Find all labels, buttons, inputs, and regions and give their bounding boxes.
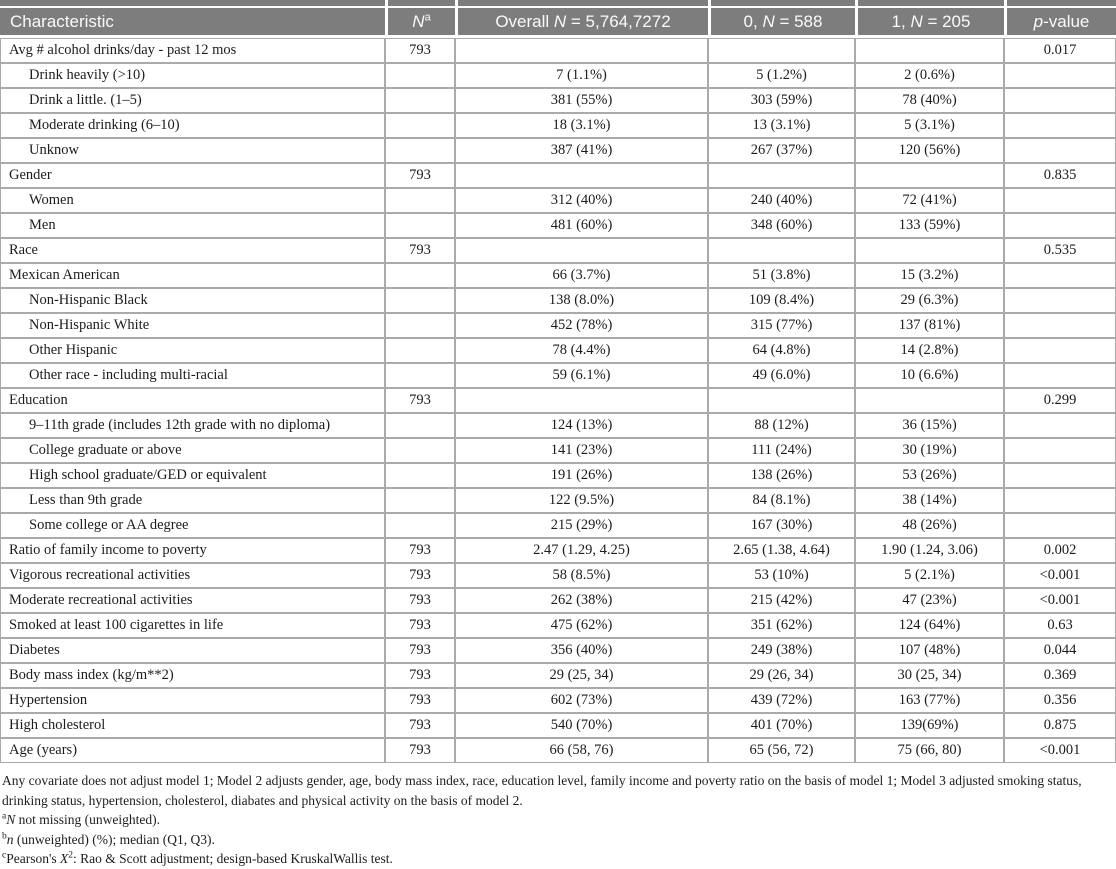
overall-cell: 138 (8.0%) bbox=[455, 288, 708, 313]
n-cell bbox=[385, 413, 455, 438]
table-row bbox=[0, 538, 1116, 563]
n-cell bbox=[385, 438, 455, 463]
characteristic-cell: 9–11th grade (includes 12th grade with no diploma) bbox=[0, 413, 385, 438]
pvalue-cell bbox=[1004, 213, 1116, 238]
n-cell: 793 bbox=[385, 38, 455, 63]
table-row bbox=[0, 238, 1116, 263]
group0-cell: 249 (38%) bbox=[708, 638, 855, 663]
overall-cell: 2.47 (1.29, 4.25) bbox=[455, 538, 708, 563]
pvalue-cell: 0.017 bbox=[1004, 38, 1116, 63]
pvalue-cell bbox=[1004, 513, 1116, 538]
column-header-label: N bbox=[412, 11, 425, 31]
pvalue-cell: 0.63 bbox=[1004, 613, 1116, 638]
group0-cell bbox=[708, 388, 855, 413]
characteristic-cell: Other race - including multi-racial bbox=[0, 363, 385, 388]
group1-cell: 10 (6.6%) bbox=[855, 363, 1004, 388]
table-row bbox=[0, 688, 1116, 713]
table-row bbox=[0, 663, 1116, 688]
group1-cell bbox=[855, 238, 1004, 263]
group1-cell: 137 (81%) bbox=[855, 313, 1004, 338]
n-cell bbox=[385, 63, 455, 88]
group0-cell bbox=[708, 38, 855, 63]
n-cell: 793 bbox=[385, 688, 455, 713]
group1-cell: 47 (23%) bbox=[855, 588, 1004, 613]
characteristic-cell: Mexican American bbox=[0, 263, 385, 288]
pvalue-cell bbox=[1004, 438, 1116, 463]
group1-cell: 133 (59%) bbox=[855, 213, 1004, 238]
characteristic-cell: Less than 9th grade bbox=[0, 488, 385, 513]
column-header-label: Characteristic bbox=[10, 11, 114, 31]
table-row bbox=[0, 363, 1116, 388]
table-footnotes bbox=[0, 771, 1116, 869]
table-row bbox=[0, 588, 1116, 613]
group1-cell bbox=[855, 163, 1004, 188]
group0-cell: 64 (4.8%) bbox=[708, 338, 855, 363]
characteristic-cell: Other Hispanic bbox=[0, 338, 385, 363]
pvalue-cell bbox=[1004, 488, 1116, 513]
footnote-marker: c bbox=[2, 850, 7, 861]
characteristic-cell: Body mass index (kg/m**2) bbox=[0, 663, 385, 688]
group1-cell: 78 (40%) bbox=[855, 88, 1004, 113]
characteristic-cell: Education bbox=[0, 388, 385, 413]
n-cell bbox=[385, 88, 455, 113]
characteristic-cell: Non-Hispanic White bbox=[0, 313, 385, 338]
table-row bbox=[0, 613, 1116, 638]
pvalue-cell: 0.369 bbox=[1004, 663, 1116, 688]
pvalue-cell: 0.044 bbox=[1004, 638, 1116, 663]
group1-cell: 29 (6.3%) bbox=[855, 288, 1004, 313]
overall-cell: 262 (38%) bbox=[455, 588, 708, 613]
n-cell: 793 bbox=[385, 563, 455, 588]
group1-cell bbox=[855, 38, 1004, 63]
table-header bbox=[0, 0, 1116, 38]
n-cell: 793 bbox=[385, 238, 455, 263]
group1-cell: 2 (0.6%) bbox=[855, 63, 1004, 88]
table-row bbox=[0, 38, 1116, 63]
table-row bbox=[0, 113, 1116, 138]
overall-cell: 191 (26%) bbox=[455, 463, 708, 488]
header-cap-cell bbox=[855, 0, 1004, 8]
column-header-characteristic bbox=[0, 8, 385, 38]
n-cell: 793 bbox=[385, 588, 455, 613]
group0-cell: 167 (30%) bbox=[708, 513, 855, 538]
pvalue-cell: <0.001 bbox=[1004, 563, 1116, 588]
overall-cell: 540 (70%) bbox=[455, 713, 708, 738]
group1-cell: 124 (64%) bbox=[855, 613, 1004, 638]
n-cell bbox=[385, 113, 455, 138]
table-row bbox=[0, 388, 1116, 413]
pvalue-cell: 0.535 bbox=[1004, 238, 1116, 263]
footnote-models: Any covariate does not adjust model 1; Model 2 adjusts gender, age, body mass index, race, education level, family income and poverty ratio on the basis of model 1; Model 3 adjusted smoking status, drinking status, hypertension, cholesterol, diabates and physical activity on the basis of model 2. bbox=[2, 773, 1082, 808]
footnote-marker-a: a bbox=[424, 10, 431, 23]
overall-cell: 122 (9.5%) bbox=[455, 488, 708, 513]
footnote-a: $^a$N not missing (unweighted). bbox=[2, 811, 160, 827]
group1-cell: 48 (26%) bbox=[855, 513, 1004, 538]
table-row bbox=[0, 513, 1116, 538]
group0-cell: 49 (6.0%) bbox=[708, 363, 855, 388]
footnote-marker: a bbox=[2, 811, 7, 822]
pvalue-cell bbox=[1004, 138, 1116, 163]
pvalue-cell: 0.002 bbox=[1004, 538, 1116, 563]
n-cell bbox=[385, 138, 455, 163]
n-cell: 793 bbox=[385, 163, 455, 188]
pvalue-cell: 0.875 bbox=[1004, 713, 1116, 738]
group0-cell: 111 (24%) bbox=[708, 438, 855, 463]
group0-cell bbox=[708, 238, 855, 263]
characteristic-cell: Non-Hispanic Black bbox=[0, 288, 385, 313]
pvalue-cell bbox=[1004, 263, 1116, 288]
column-header-overall: Overall N = 5,764,7272 bbox=[455, 8, 708, 38]
table-row bbox=[0, 138, 1116, 163]
overall-cell bbox=[455, 163, 708, 188]
overall-cell: 124 (13%) bbox=[455, 413, 708, 438]
column-header-group0: 0, N = 588 bbox=[708, 8, 855, 38]
table-body bbox=[0, 38, 1116, 763]
n-cell: 793 bbox=[385, 663, 455, 688]
pvalue-cell bbox=[1004, 288, 1116, 313]
table-row bbox=[0, 88, 1116, 113]
group1-cell: 163 (77%) bbox=[855, 688, 1004, 713]
overall-cell bbox=[455, 38, 708, 63]
group1-cell: 5 (3.1%) bbox=[855, 113, 1004, 138]
group0-cell: 240 (40%) bbox=[708, 188, 855, 213]
group1-cell: 1.90 (1.24, 3.06) bbox=[855, 538, 1004, 563]
column-header-n bbox=[385, 8, 455, 38]
group1-cell: 30 (25, 34) bbox=[855, 663, 1004, 688]
header-cap-cell bbox=[455, 0, 708, 8]
group0-cell: 267 (37%) bbox=[708, 138, 855, 163]
characteristic-cell: High cholesterol bbox=[0, 713, 385, 738]
overall-cell: 481 (60%) bbox=[455, 213, 708, 238]
group0-cell: 65 (56, 72) bbox=[708, 738, 855, 763]
column-header-pvalue: p-value bbox=[1004, 8, 1116, 38]
group0-cell: 51 (3.8%) bbox=[708, 263, 855, 288]
characteristic-cell: Some college or AA degree bbox=[0, 513, 385, 538]
n-cell bbox=[385, 463, 455, 488]
characteristic-cell: Men bbox=[0, 213, 385, 238]
group1-cell: 139(69%) bbox=[855, 713, 1004, 738]
characteristic-cell: Age (years) bbox=[0, 738, 385, 763]
header-cap-cell bbox=[1004, 0, 1116, 8]
n-cell: 793 bbox=[385, 738, 455, 763]
group0-cell: 2.65 (1.38, 4.64) bbox=[708, 538, 855, 563]
group0-cell: 315 (77%) bbox=[708, 313, 855, 338]
group0-cell: 5 (1.2%) bbox=[708, 63, 855, 88]
group1-cell: 38 (14%) bbox=[855, 488, 1004, 513]
table-row bbox=[0, 713, 1116, 738]
overall-cell: 59 (6.1%) bbox=[455, 363, 708, 388]
n-cell: 793 bbox=[385, 713, 455, 738]
table-row bbox=[0, 488, 1116, 513]
overall-cell: 29 (25, 34) bbox=[455, 663, 708, 688]
table-row bbox=[0, 313, 1116, 338]
n-cell bbox=[385, 288, 455, 313]
footnote-b: $^b$n (unweighted) (%); median (Q1, Q3). bbox=[2, 831, 215, 847]
table-row bbox=[0, 413, 1116, 438]
characteristic-cell: Hypertension bbox=[0, 688, 385, 713]
group0-cell: 215 (42%) bbox=[708, 588, 855, 613]
group0-cell: 351 (62%) bbox=[708, 613, 855, 638]
characteristic-cell: High school graduate/GED or equivalent bbox=[0, 463, 385, 488]
pvalue-cell: 0.299 bbox=[1004, 388, 1116, 413]
overall-cell bbox=[455, 388, 708, 413]
characteristic-cell: Race bbox=[0, 238, 385, 263]
group0-cell: 401 (70%) bbox=[708, 713, 855, 738]
pvalue-cell: 0.835 bbox=[1004, 163, 1116, 188]
group0-cell: 348 (60%) bbox=[708, 213, 855, 238]
table-row bbox=[0, 638, 1116, 663]
n-cell: 793 bbox=[385, 613, 455, 638]
n-cell: 793 bbox=[385, 538, 455, 563]
pvalue-cell bbox=[1004, 363, 1116, 388]
n-cell: 793 bbox=[385, 388, 455, 413]
characteristic-cell: Gender bbox=[0, 163, 385, 188]
group1-cell: 72 (41%) bbox=[855, 188, 1004, 213]
group0-cell: 53 (10%) bbox=[708, 563, 855, 588]
characteristic-cell: Moderate recreational activities bbox=[0, 588, 385, 613]
overall-cell: 452 (78%) bbox=[455, 313, 708, 338]
group1-cell: 75 (66, 80) bbox=[855, 738, 1004, 763]
group0-cell: 138 (26%) bbox=[708, 463, 855, 488]
group0-cell bbox=[708, 163, 855, 188]
group1-cell: 36 (15%) bbox=[855, 413, 1004, 438]
group1-cell: 120 (56%) bbox=[855, 138, 1004, 163]
table-row bbox=[0, 263, 1116, 288]
characteristic-cell: Unknow bbox=[0, 138, 385, 163]
table-row bbox=[0, 338, 1116, 363]
characteristic-cell: Diabetes bbox=[0, 638, 385, 663]
n-cell bbox=[385, 313, 455, 338]
table-row bbox=[0, 288, 1116, 313]
characteristic-cell: Moderate drinking (6–10) bbox=[0, 113, 385, 138]
table-row bbox=[0, 163, 1116, 188]
table-row bbox=[0, 563, 1116, 588]
overall-cell: 602 (73%) bbox=[455, 688, 708, 713]
pvalue-cell bbox=[1004, 463, 1116, 488]
pvalue-cell: 0.356 bbox=[1004, 688, 1116, 713]
group0-cell: 29 (26, 34) bbox=[708, 663, 855, 688]
footnote-exponent: 2 bbox=[68, 850, 74, 861]
overall-cell: 18 (3.1%) bbox=[455, 113, 708, 138]
n-cell: 793 bbox=[385, 638, 455, 663]
group1-cell: 53 (26%) bbox=[855, 463, 1004, 488]
group1-cell bbox=[855, 388, 1004, 413]
overall-cell: 387 (41%) bbox=[455, 138, 708, 163]
footnote-c: $^c$Pearson's $X^2$: Rao & Scott adjustment; design-based KruskalWallis test. bbox=[2, 850, 393, 866]
characteristic-cell: College graduate or above bbox=[0, 438, 385, 463]
group0-cell: 439 (72%) bbox=[708, 688, 855, 713]
pvalue-cell bbox=[1004, 338, 1116, 363]
footnote-marker: b bbox=[2, 831, 7, 841]
overall-cell: 141 (23%) bbox=[455, 438, 708, 463]
pvalue-cell bbox=[1004, 88, 1116, 113]
overall-cell: 475 (62%) bbox=[455, 613, 708, 638]
table-row bbox=[0, 213, 1116, 238]
characteristic-cell: Drink a little. (1–5) bbox=[0, 88, 385, 113]
overall-cell: 78 (4.4%) bbox=[455, 338, 708, 363]
n-cell bbox=[385, 513, 455, 538]
header-cap-cell bbox=[0, 0, 385, 8]
group1-cell: 15 (3.2%) bbox=[855, 263, 1004, 288]
table-row bbox=[0, 738, 1116, 763]
characteristic-cell: Drink heavily (>10) bbox=[0, 63, 385, 88]
column-header-group1: 1, N = 205 bbox=[855, 8, 1004, 38]
n-cell bbox=[385, 188, 455, 213]
group1-cell: 30 (19%) bbox=[855, 438, 1004, 463]
characteristic-cell: Women bbox=[0, 188, 385, 213]
header-cap-row bbox=[0, 0, 1116, 8]
group0-cell: 84 (8.1%) bbox=[708, 488, 855, 513]
overall-cell: 66 (3.7%) bbox=[455, 263, 708, 288]
overall-cell bbox=[455, 238, 708, 263]
overall-cell: 356 (40%) bbox=[455, 638, 708, 663]
header-cap-cell bbox=[385, 0, 455, 8]
table-row bbox=[0, 438, 1116, 463]
group1-cell: 107 (48%) bbox=[855, 638, 1004, 663]
characteristic-cell: Vigorous recreational activities bbox=[0, 563, 385, 588]
pvalue-cell bbox=[1004, 113, 1116, 138]
overall-cell: 7 (1.1%) bbox=[455, 63, 708, 88]
table-row bbox=[0, 63, 1116, 88]
characteristic-cell: Smoked at least 100 cigarettes in life bbox=[0, 613, 385, 638]
pvalue-cell bbox=[1004, 313, 1116, 338]
n-cell bbox=[385, 263, 455, 288]
table-header-row bbox=[0, 8, 1116, 38]
n-cell bbox=[385, 338, 455, 363]
n-cell bbox=[385, 488, 455, 513]
overall-cell: 66 (58, 76) bbox=[455, 738, 708, 763]
group0-cell: 303 (59%) bbox=[708, 88, 855, 113]
header-cap-cell bbox=[708, 0, 855, 8]
group0-cell: 88 (12%) bbox=[708, 413, 855, 438]
table-row bbox=[0, 188, 1116, 213]
n-cell bbox=[385, 213, 455, 238]
overall-cell: 215 (29%) bbox=[455, 513, 708, 538]
pvalue-cell bbox=[1004, 413, 1116, 438]
characteristic-cell: Ratio of family income to poverty bbox=[0, 538, 385, 563]
overall-cell: 312 (40%) bbox=[455, 188, 708, 213]
pvalue-cell bbox=[1004, 188, 1116, 213]
pvalue-cell: <0.001 bbox=[1004, 738, 1116, 763]
pvalue-cell bbox=[1004, 63, 1116, 88]
overall-cell: 381 (55%) bbox=[455, 88, 708, 113]
table-row bbox=[0, 463, 1116, 488]
characteristic-cell: Avg # alcohol drinks/day - past 12 mos bbox=[0, 38, 385, 63]
overall-cell: 58 (8.5%) bbox=[455, 563, 708, 588]
group0-cell: 109 (8.4%) bbox=[708, 288, 855, 313]
group1-cell: 14 (2.8%) bbox=[855, 338, 1004, 363]
group1-cell: 5 (2.1%) bbox=[855, 563, 1004, 588]
n-cell bbox=[385, 363, 455, 388]
group0-cell: 13 (3.1%) bbox=[708, 113, 855, 138]
pvalue-cell: <0.001 bbox=[1004, 588, 1116, 613]
